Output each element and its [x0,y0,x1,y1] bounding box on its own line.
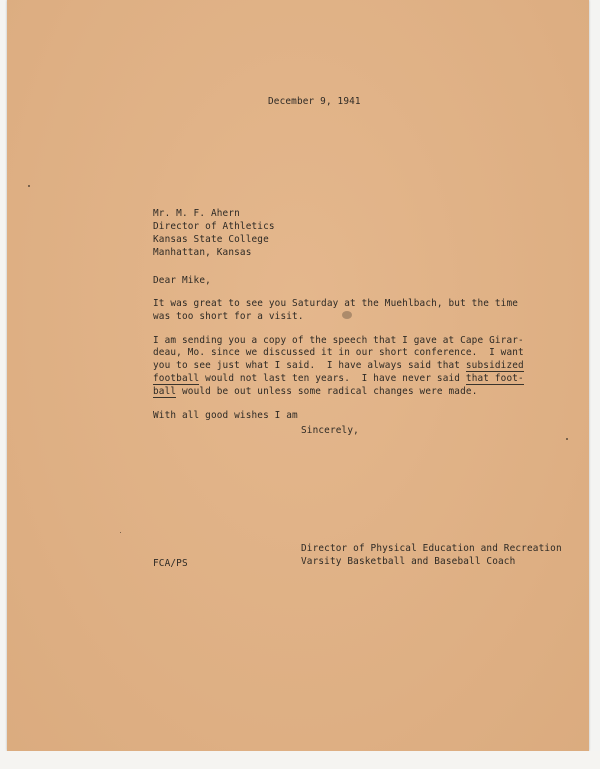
paragraph2-line3 [153,360,524,371]
paragraph1-line2: was too short for a visit. [153,311,304,322]
closing-wish: With all good wishes I am [153,410,298,421]
underlined-that-foot: that foot- [465,373,524,384]
letter-date: December 9, 1941 [268,96,361,107]
recipient-organization: Kansas State College [153,234,269,245]
signature-line1: Director of Physical Education and Recreation [301,543,562,554]
line5-text: would be out unless some radical changes were made. [176,386,478,397]
signature-line2: Varsity Basketball and Baseball Coach [301,556,516,567]
closing: Sincerely, [301,425,359,436]
salutation: Dear Mike, [153,275,211,286]
paragraph2-line5 [153,386,478,397]
paragraph2-line2: deau, Mo. since we discussed it in our short conference. I want [153,347,524,358]
recipient-city: Manhattan, Kansas [153,247,252,258]
paragraph2-line1: I am sending you a copy of the speech that I gave at Cape Girar- [153,335,524,346]
paper-speck [28,185,30,187]
recipient-name: Mr. M. F. Ahern [153,208,240,219]
line4-text: would not last ten years. I have never said [199,373,466,384]
recipient-title: Director of Athletics [153,221,275,232]
paper-speck [566,438,568,440]
underlined-football: football [153,373,200,384]
line3-text: you to see just what I said. I have always said that [153,360,466,371]
ink-smudge [342,311,352,319]
underlined-subsidized: subsidized [465,360,524,371]
initials: FCA/PS [153,558,188,569]
scan-margin [0,751,600,769]
paragraph1-line1: It was great to see you Saturday at the Muehlbach, but the time [153,298,519,309]
paper-speck [120,532,121,533]
underlined-ball: ball [153,386,177,397]
paragraph2-line4 [153,373,524,384]
